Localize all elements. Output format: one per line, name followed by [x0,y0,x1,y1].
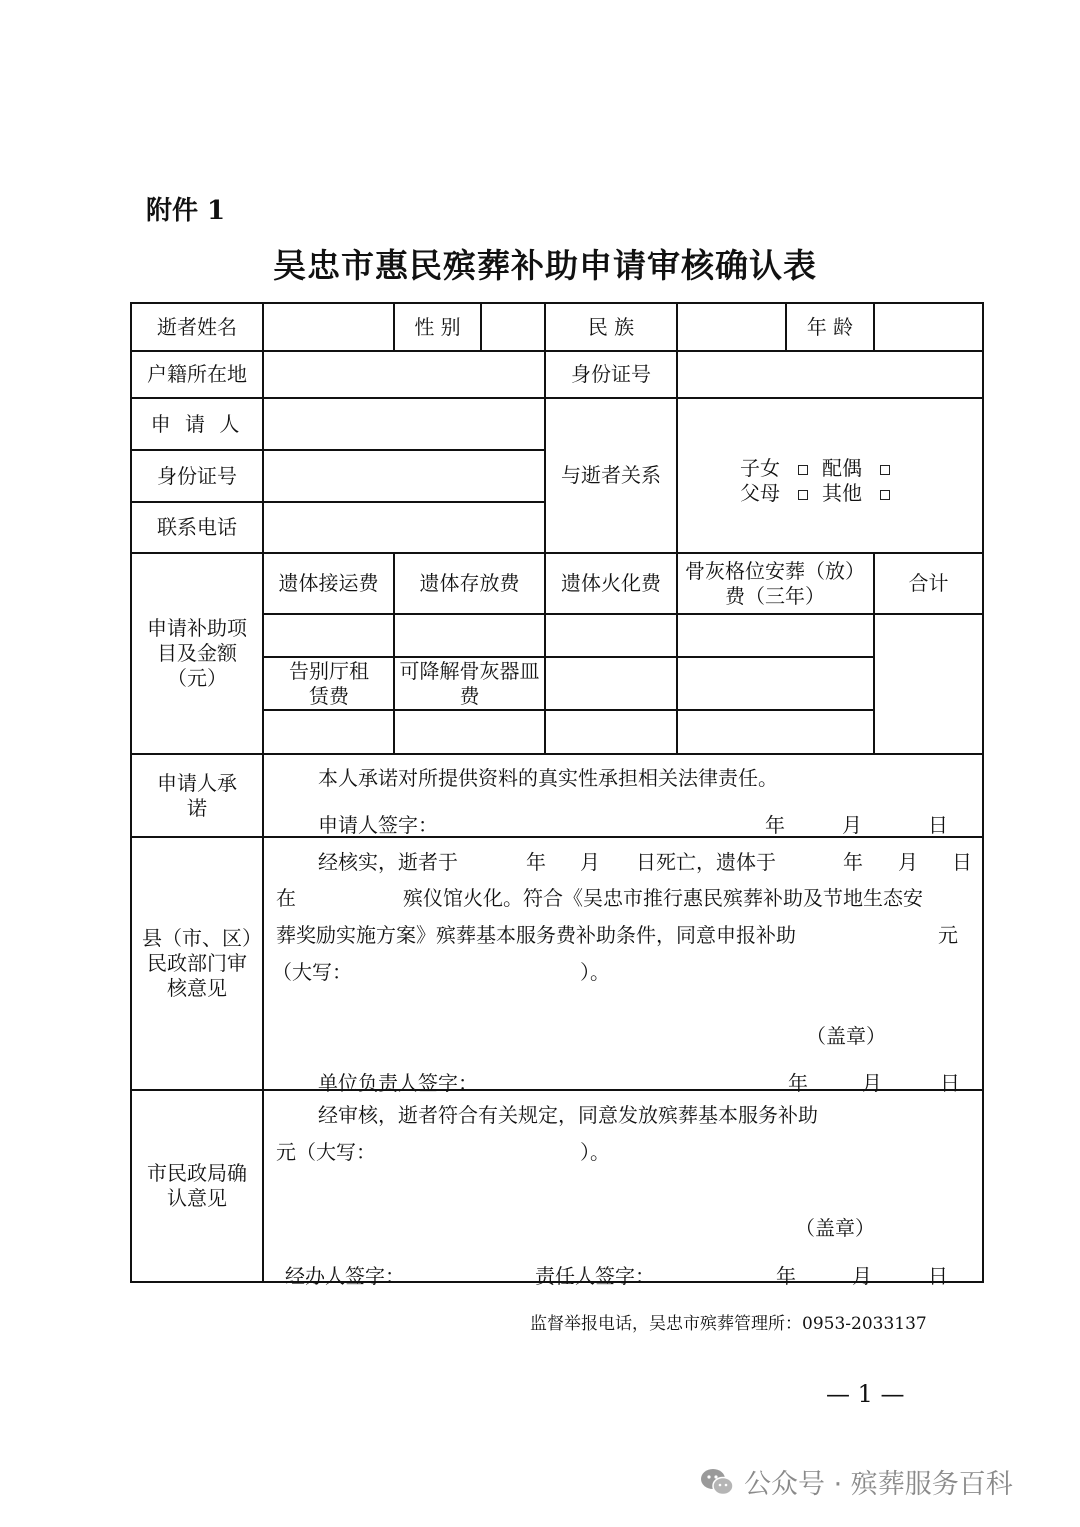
checkbox-spouse[interactable] [880,465,890,475]
promise-statement: 本人承诺对所提供资料的真实性承担相关法律责任。 [318,766,778,790]
hukou-label: 户籍所在地 [147,362,247,386]
county-text-3a: 葬奖励实施方案》殡葬基本服务费补助条件，同意申报补助 [276,923,796,947]
page-title: 吴忠市惠民殡葬补助申请审核确认表 [273,246,817,285]
row-divider [262,709,874,711]
applicant-signature-label: 申请人签字： [318,813,438,837]
county-text-1e: 年 [843,850,863,874]
relation-options-row2 [740,477,904,506]
page-number: — 1 — [826,1380,905,1408]
watermark-text: 公众号 · 殡葬服务百科 [744,1469,1013,1500]
relation-other-label: 其他 [822,481,862,505]
county-text-2b: 殡仪馆火化。符合《吴忠市推行惠民殡葬补助及节地生态安 [403,886,923,910]
table-border-right [982,302,984,1283]
city-year: 年 [776,1264,796,1288]
storage-fee-header: 遗体存放费 [419,571,520,595]
attachment-label: 附件 1 [146,196,226,226]
ethnicity-label: 民 族 [587,314,635,339]
checkbox-parent[interactable] [798,490,808,500]
subsidy-section-label: 申请补助项目及金额（元） [147,616,247,690]
unit-head-signature-label: 单位负责人签字： [318,1071,478,1095]
city-confirm-label: 市民政局确认意见 [147,1161,247,1210]
applicant-id-label: 身份证号 [157,463,237,488]
responsible-signature-label: 责任人签字： [535,1264,655,1288]
relation-child-label: 子女 [740,456,780,480]
applicant-promise-label: 申请人承诺 [157,770,237,820]
deceased-name-label: 逝者姓名 [157,314,237,339]
checkbox-child[interactable] [798,465,808,475]
city-seal: （盖章） [795,1216,875,1240]
county-review-label: 县（市、区）民政部门审核意见 [142,926,252,1000]
row-divider [130,753,984,755]
col-divider [262,302,264,1283]
county-month: 月 [862,1071,882,1095]
county-year: 年 [788,1071,808,1095]
county-text-1c: 月 [580,850,600,874]
relation-label: 与逝者关系 [561,463,661,487]
col-divider [480,302,482,352]
age-label: 年 龄 [806,314,854,339]
county-text-1b: 年 [526,850,546,874]
county-text-1f: 月 [898,850,918,874]
col-divider [676,302,678,755]
gender-label: 性 别 [414,314,461,339]
county-text-2a: 在 [276,886,296,910]
county-text-1d: 日死亡，遗体于 [636,850,776,874]
county-text-1a: 经核实，逝者于 [318,850,458,874]
county-day: 日 [940,1071,960,1095]
promise-year: 年 [765,813,785,837]
total-header: 合计 [908,571,949,595]
hotline-footer: 监督举报电话，吴忠市殡葬管理所：0953-2033137 [530,1314,927,1334]
county-text-4a: （大写： [272,960,352,984]
relation-spouse-label: 配偶 [822,456,862,480]
wechat-icon [700,1467,734,1497]
city-month: 月 [852,1264,872,1288]
row-divider [130,1089,984,1091]
transport-fee-header: 遗体接运费 [278,571,379,595]
city-text-2b: ）。 [580,1140,610,1164]
row-divider [262,613,984,615]
county-text-1g: 日 [952,850,972,874]
promise-day: 日 [928,813,948,837]
deceased-id-label: 身份证号 [571,362,651,386]
city-text-1: 经审核，逝者符合有关规定，同意发放殡葬基本服务补助 [318,1103,818,1127]
county-text-3b: 元 [938,923,958,947]
checkbox-other[interactable] [880,490,890,500]
col-divider [873,302,875,352]
watermark [700,1462,1013,1501]
applicant-label: 申 请 人 [150,411,244,436]
city-text-2a: 元（大写： [276,1140,376,1164]
table-border-left [130,302,132,1283]
biodegradable-urn-fee-header: 可降解骨灰器皿费 [399,658,540,708]
county-text-4b: ）。 [580,960,610,984]
city-day: 日 [928,1264,948,1288]
cremation-fee-header: 遗体火化费 [561,571,661,595]
county-seal: （盖章） [806,1024,886,1048]
farewell-hall-fee-header: 告别厅租赁费 [289,658,369,708]
relation-parent-label: 父母 [740,481,780,505]
applicant-phone-label: 联系电话 [157,515,237,539]
promise-month: 月 [842,813,862,837]
ash-niche-fee-header: 骨灰格位安葬（放）费（三年） [685,558,865,608]
handler-signature-label: 经办人签字： [285,1264,405,1288]
